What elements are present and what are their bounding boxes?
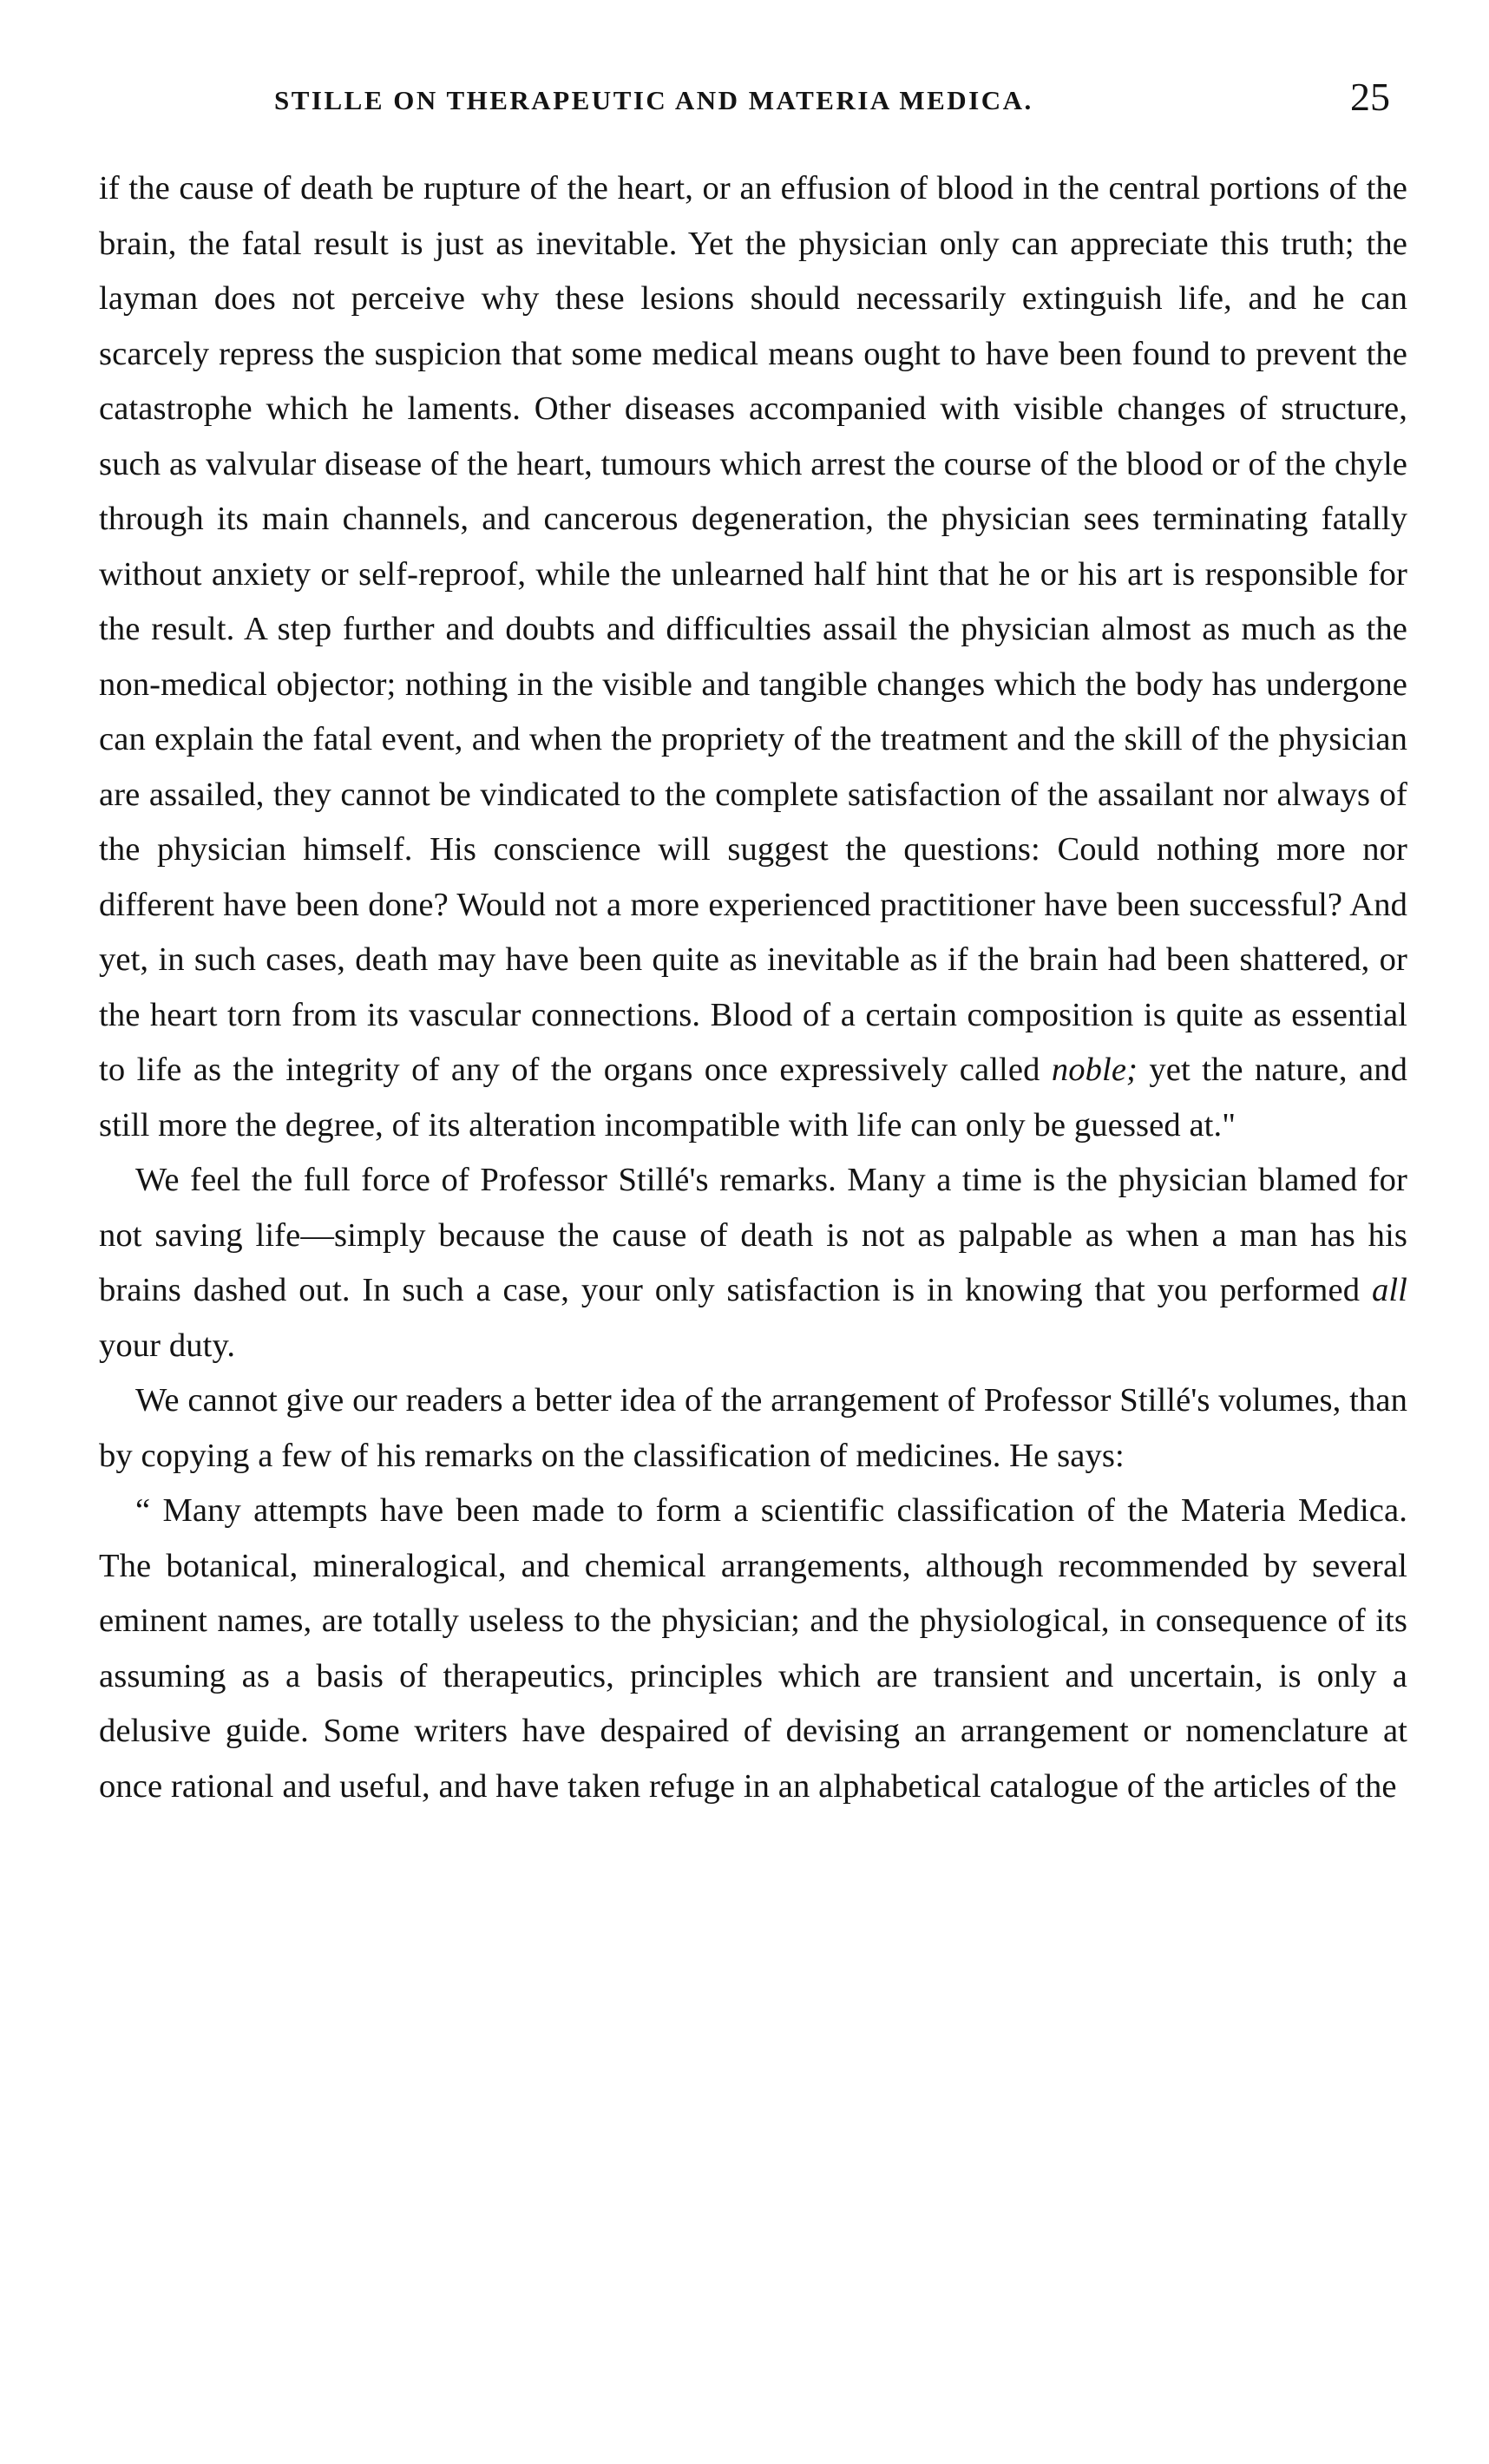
text-segment: We feel the full force of Professor Stillé's remarks. Many a time is the physician blamed for not saving life—simply because the cause of death is not as palpable as when a man has his brains dashed out. In such a case, your only satisfaction is in knowing that you performed [99,1162,1407,1308]
text-segment: your duty. [99,1327,236,1364]
page-number: 25 [1350,75,1390,119]
paragraph-quote-continuation [99,161,1407,1153]
text-segment: if the cause of death be rupture of the heart, or an effusion of blood in the central portions of the brain, the fatal result is just as inevitable. Yet the physician only can appreciate this truth; the layman does not perceive why these lesions should necessarily extinguish life, and he can scarcely repress the suspicion that some medical means ought to have been found to prevent the catastrophe which he laments. Other diseases accompanied with visible changes of structure, such as valvular disease of the heart, tumours which arrest the course of the blood or of the chyle through its main channels, and cancerous degeneration, the physician sees terminating fatally without anxiety or self-reproof, while the unlearned half hint that he or his art is responsible for the result. A step further and doubts and difficulties assail the physician almost as much as the non-medical objector; nothing in the visible and tangible changes which the body has undergone can explain the fatal event, and when the propriety of the treatment and the skill of the physician are assailed, they cannot be vindicated to the complete satisfaction of the assailant nor always of the physician himself. His conscience will suggest the questions: Could nothing more nor different have been done? Would not a more experienced practitioner have been successful? And yet, in such cases, death may have been quite as inevitable as if the brain had been shattered, or the heart torn from its vascular connections. Blood of a certain composition is quite as essential to life as the integrity of any of the organs once expressively called [99,170,1407,1088]
paragraph-introduction [99,1373,1407,1484]
text-segment: yet the nature, and still more the degree, of its alteration incompatible with life can only be guessed at." [99,1052,1408,1144]
paragraph-commentary [99,1153,1407,1373]
text-segment: We cannot give our readers a better idea of the arrangement of Professor Stillé's volumes, than by copying a few of his remarks on the classification of medicines. He says: [99,1382,1407,1474]
body-text [99,161,1407,1814]
italic-word-noble: noble; [1051,1052,1138,1088]
running-head [0,75,1489,127]
text-segment: “ Many attempts have been made to form a scientific classification of the Materia Medica. The botanical, mineralogical, and chemical arrangements, although recommended by several eminent names, are totally useless to the physician; and the physiological, in consequence of its assuming as a basis of therapeutics, principles which are transient and uncertain, is only a delusive guide. Some writers have despaired of devising an arrangement or nomenclature at once rational and useful, and have taken refuge in an alphabetical catalogue of the articles of the [99,1492,1407,1805]
paragraph-classification-quote [99,1484,1407,1814]
running-title: STILLE ON THERAPEUTIC AND MATERIA MEDICA. [274,85,1033,115]
italic-word-all: all [1371,1272,1407,1308]
